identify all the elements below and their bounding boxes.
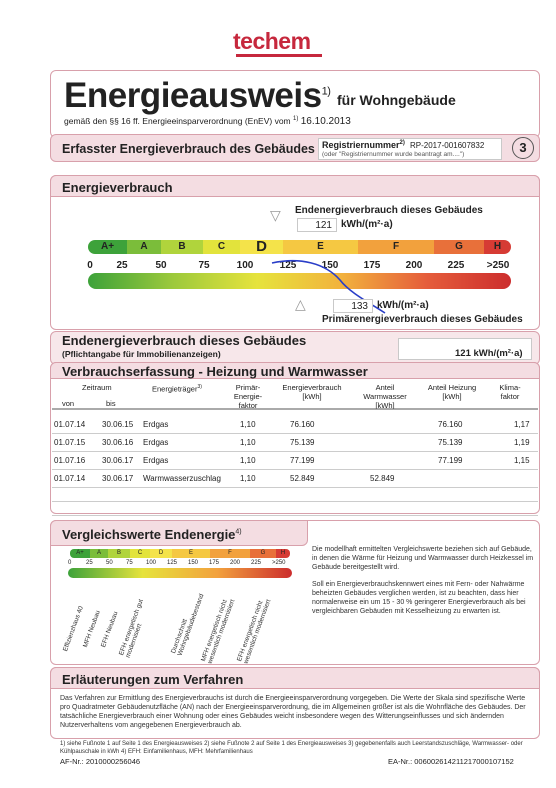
mini-class: A	[90, 549, 108, 558]
energy-title: Energieverbrauch	[62, 180, 173, 195]
comparison-scale	[70, 549, 290, 558]
tick: 75	[198, 260, 210, 271]
explanation-text: Das Verfahren zur Ermittlung des Energieverbrauchs ist durch die Energieeinsparverordnung vorgegeben. Die Werte der Skala sind spezifische Werte pro Quadratmeter Gebäudenutzfläche (AN) nach der Energieeinsparverordnung, die im Allgemeinen größer ist als die Wohnfläche des Gebäudes. Der tatsächliche Energieverbrauch einer Wohnung oder eines Gebäudes weicht insbesondere wegen des Witterungseinflusses und sich ändernden Nutzerverhaltens vom angegebenen Energieverbrauch ab.	[60, 695, 526, 729]
col-water-share: Anteil Warmwasser [kWh]	[363, 383, 407, 410]
class-aplus: A+	[88, 240, 127, 254]
end-summary-note: (Pflichtangabe für Immobilienanzeigen)	[62, 349, 221, 359]
ea-number: EA-Nr.: 006002614211217000107152	[388, 757, 514, 766]
class-b: B	[161, 240, 203, 254]
techem-logo: techem	[233, 28, 311, 54]
col-from: von	[62, 399, 75, 408]
tick: 200	[405, 260, 423, 271]
tick: 0	[87, 260, 93, 271]
end-energy-unit: kWh/(m²·a)	[341, 219, 393, 230]
tick: 175	[363, 260, 381, 271]
mini-class: C	[130, 549, 150, 558]
mini-class: F	[210, 549, 250, 558]
page-subtitle: für Wohngebäude	[337, 92, 456, 108]
class-f: F	[358, 240, 434, 254]
col-carrier: Energieträger$^{3)}$	[152, 384, 202, 394]
comparison-gradient-bar	[68, 568, 292, 578]
end-energy-value: 121	[297, 218, 337, 232]
logo-underline	[236, 54, 322, 57]
af-number: AF-Nr.: 2010000256046	[60, 757, 141, 766]
mini-class: D	[150, 549, 172, 558]
col-to: bis	[106, 399, 116, 408]
mini-class: B	[108, 549, 130, 558]
mini-class: E	[172, 549, 210, 558]
end-summary-value: 121 kWh/(m²·a)	[455, 348, 523, 359]
tick: 25	[116, 260, 128, 271]
page-number-badge: 3	[512, 137, 534, 159]
tick: 100	[236, 260, 254, 271]
col-period: Zeitraum	[82, 383, 112, 392]
legal-note: gemäß den §§ 16 ff. Energieeinsparverordnung (EnEV) vom $^{1)}$ 16.10.2013	[64, 116, 351, 127]
mini-class: A+	[70, 549, 90, 558]
class-h: H	[484, 240, 511, 254]
col-consumption: Energieverbrauch [kWh]	[282, 383, 342, 401]
table-row: 01.07.15 30.06.16 Erdgas 1,10 75.139 75.139 1,19	[52, 434, 538, 452]
tick: 150	[321, 260, 339, 271]
registration-number: RP-2017-001607832	[410, 141, 485, 150]
comparison-label: MFH Neubau	[82, 609, 102, 649]
mini-class: H	[276, 549, 290, 558]
end-pointer-icon: ▽	[270, 207, 281, 223]
comparison-label: MFH energetisch nicht wesentlich modernisiert	[200, 598, 237, 665]
comparison-text-1: Die modellhaft ermittelten Vergleichswerte beziehen sich auf Gebäude, in denen die Wärme für Heizung und Warmwasser durch Heizkessel im Gebäude bereitgestellt wird.	[312, 546, 534, 571]
page-title: Energieausweis$^{1)}$	[64, 76, 331, 115]
header-rule	[52, 408, 538, 410]
col-primary-factor: Primär- Energie- faktor	[233, 383, 263, 410]
primary-energy-label: Primärenergieverbrauch dieses Gebäudes	[322, 314, 523, 325]
class-e: E	[283, 240, 358, 254]
class-d: D	[240, 240, 283, 254]
registration-note: (oder "Registriernummer wurde beantragt am....")	[322, 151, 465, 158]
comparison-label: EFH Neubau	[100, 610, 120, 649]
comparison-label: Durchschnitt Wohngebäudebestand	[170, 593, 206, 657]
comparison-label: EFH energetisch nicht wesentlich modernisiert	[236, 598, 273, 665]
consumption-title: Verbrauchserfassung - Heizung und Warmwasser	[62, 364, 368, 379]
comparison-label: EFH energetisch gut modernisiert	[118, 598, 145, 659]
comparison-label: Effizienzhaus 40	[62, 605, 85, 653]
explanation-title: Erläuterungen zum Verfahren	[62, 672, 244, 687]
tick: 225	[447, 260, 465, 271]
primary-energy-value: 133	[333, 299, 373, 313]
class-c: C	[203, 240, 240, 254]
mini-class: G	[250, 549, 276, 558]
table-row: 01.07.14 30.06.17 Warmwasserzuschlag 1,10 52.849 52.849	[52, 470, 538, 488]
tick: 50	[155, 260, 167, 271]
class-g: G	[434, 240, 484, 254]
tick: 125	[279, 260, 297, 271]
tick: >250	[486, 260, 510, 271]
col-climate-factor: Klima- faktor	[499, 383, 521, 401]
class-a: A	[127, 240, 161, 254]
footnotes: 1) siehe Fußnote 1 auf Seite 1 des Energieausweises 2) siehe Fußnote 2 auf Seite 1 des Energieausweises 3) gegebenenfalls auch Leerstandszuschläge, Warmwasser- oder Kühlpauschale in kWh 4) EFH: Einfamilienhaus, MFH: Mehrfamilienhaus	[60, 741, 523, 755]
primary-energy-unit: kWh/(m²·a)	[377, 300, 429, 311]
primary-pointer-icon: △	[295, 296, 306, 312]
col-heating-share: Anteil Heizung [kWh]	[427, 383, 477, 401]
table-row: 01.07.14 30.06.15 Erdgas 1,10 76.160 76.160 1,17	[52, 416, 538, 434]
registration-label: Registriernummer$^{2)}$	[322, 140, 405, 150]
table-row: 01.07.16 30.06.17 Erdgas 1,10 77.199 77.199 1,15	[52, 452, 538, 470]
section-title-recorded: Erfasster Energieverbrauch des Gebäudes	[62, 142, 315, 156]
end-summary-label: Endenergieverbrauch dieses Gebäudes	[62, 333, 307, 348]
table-row	[52, 502, 538, 516]
table-row	[52, 488, 538, 502]
end-energy-label: Endenergieverbrauch dieses Gebäudes	[295, 205, 483, 216]
comparison-title: Vergleichswerte Endenergie$^{4)}$	[62, 527, 242, 542]
comparison-text-2: Soll ein Energieverbrauchskennwert eines mit Fern- oder Nahwärme beheizten Gebäudes verglichen werden, ist zu beachten, dass hier normalerweise ein um 15 - 30 % geringerer Energieverbrauch als bei vergleichbaren Gebäuden mit Kesselheizung zu erwarten ist.	[312, 581, 526, 615]
